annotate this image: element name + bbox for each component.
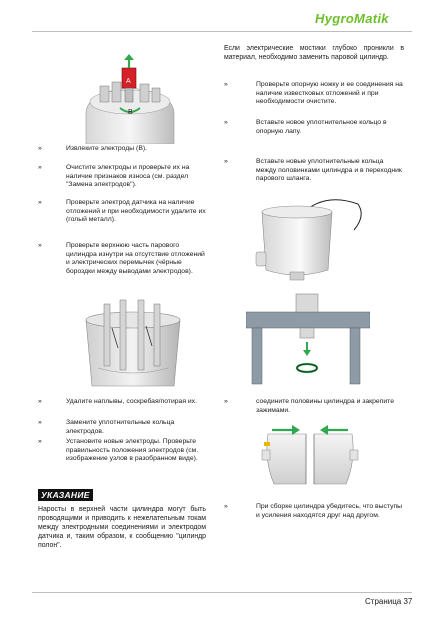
footer-divider <box>32 592 412 593</box>
right-bullet-2: » Вставьте новое уплотнительное кольцо в опорную лапу. <box>224 119 387 135</box>
left-bullet-7: » Установите новые электроды. Проверьте правильность положения электродов (см. изображение узлов в разобранном виде). <box>38 438 199 463</box>
figure-electrode-removal <box>82 52 178 144</box>
left-bullet-4: » Проверьте верхнюю часть парового цилиндра изнутри на отсутствие отложений и электрических перемычек (чёрные бороздки между выводами электродов). <box>38 242 205 275</box>
left-bullet-2: » Очистите электроды и проверьте их на наличие признаков износа (см. раздел "Замена электродов"). <box>38 164 190 189</box>
figure-cylinder-interior <box>78 298 188 390</box>
figure-join-halves <box>260 420 360 492</box>
notice-badge: УКАЗАНИЕ <box>38 489 93 501</box>
left-bullet-1: » Извлеките электроды (В). <box>38 145 148 152</box>
right-bullet-1: » Проверьте опорную ножку и ее соединения на наличие известковых отложений и при необходимости очистите. <box>224 81 403 106</box>
left-bullet-3: » Проверьте электрод датчика на наличие отложений и при необходимости удалите их (голый металл). <box>38 199 206 224</box>
notice-text: Наросты в верхней части цилиндра могут быть проводящими и приводить к нежелательным токам между электродными соединениями и электродом датчика и, таким образом, к сообщению "цилиндр полон". <box>38 506 206 549</box>
header-divider <box>32 31 412 32</box>
intro-paragraph: Если электрические мостики глубоко проникли в материал, необходимо заменить паровой цилиндр. <box>224 45 404 61</box>
right-bullet-4: » соедините половины цилиндра и закрепите зажимами. <box>224 398 395 414</box>
hygromatik-logo: HygroMatik <box>315 11 389 26</box>
right-bullet-3: » Вставьте новые уплотнительные кольца между половинками цилиндра и в переходник парового шланга. <box>224 158 402 183</box>
figure-mounting-foot <box>246 290 370 386</box>
left-bullet-6: » Замените уплотнительные кольца электродов. <box>38 419 175 435</box>
left-bullet-5: » Удалите наплывы, соскребая/потирая их. <box>38 398 197 405</box>
figure-cylinder-half <box>254 196 370 282</box>
page-number: Страница 37 <box>365 597 413 606</box>
right-bullet-5: » При сборке цилиндра убедитесь, что выступы и усиления находятся друг над другом. <box>224 503 403 519</box>
label-b: B <box>128 109 133 116</box>
label-a: A <box>126 78 131 85</box>
